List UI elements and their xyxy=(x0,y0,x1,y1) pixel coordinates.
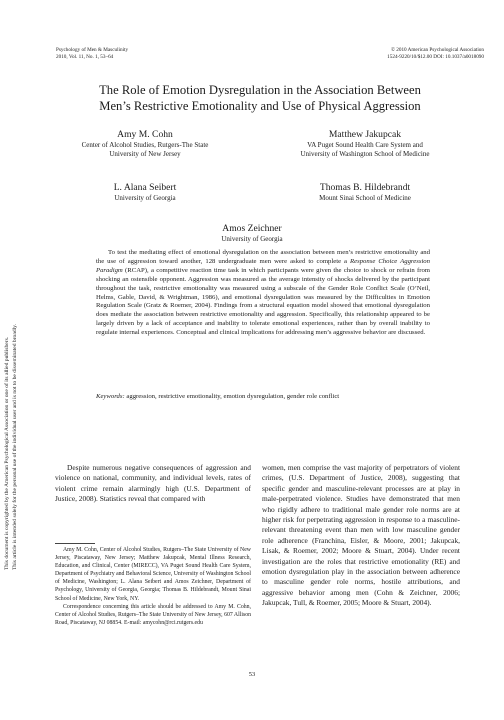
author-block-jakupcak xyxy=(255,129,475,159)
footnote-correspondence: Correspondence concerning this article should be addressed to Amy M. Cohn, Center of Alcohol Studies, Rutgers–The State University of New Jersey, 607 Allison Road, Piscataway, NJ 08854. E-mail: amycohn@rci.rutgers.edu xyxy=(55,603,251,626)
body-column-left xyxy=(55,463,251,505)
author-block-cohn xyxy=(45,129,245,159)
footnote-affiliations: Amy M. Cohn, Center of Alcohol Studies, Rutgers–The State University of New Jersey, Piscataway, New Jersey; Matthew Jakupcak, Mental Illness Research, Education, and Clinical, Center (MIRECC), VA Puget Sound Health Care System, Department of Psychiatry and Behavioral Science, University of Washington School of Medicine, Washington; L. Alana Seibert and Amos Zeichner, Department of Psychology, University of Georgia, Georgia; Thomas B. Hildebrandt, Mount Sinai School of Medicine, New York, NY. xyxy=(55,547,251,602)
author-name: Matthew Jakupcak xyxy=(328,129,402,140)
author-name: Amos Zeichner xyxy=(222,223,282,234)
author-affiliation: University of Washington School of Medicine xyxy=(300,150,430,158)
copyright-line: © 2010 American Psychological Association xyxy=(391,47,484,53)
sidebar-line-2: This article is intended solely for the personal use of the individual user and is not to be disseminated broadly. xyxy=(12,323,18,570)
abstract-text: To test the mediating effect of emotional dysregulation on the association between men’s restrictive emotionality and the use of aggression toward another, 128 undergraduate men were asked to complete a xyxy=(96,249,430,265)
journal-header xyxy=(56,47,128,61)
keywords xyxy=(96,393,430,402)
abstract-italic-term: Response Choice Aggression Paradigm xyxy=(96,257,430,274)
author-name: L. Alana Seibert xyxy=(113,182,177,193)
author-affiliation: Mount Sinai School of Medicine xyxy=(319,194,411,202)
author-name: Amy M. Cohn xyxy=(117,129,173,140)
journal-name: Psychology of Men & Masculinity xyxy=(56,47,129,53)
page-number: 53 xyxy=(248,671,256,678)
author-affiliation: VA Puget Sound Health Care System and xyxy=(307,141,423,149)
body-column-right xyxy=(262,463,460,609)
title-line-2: Men’s Restrictive Emotionality and Use of Physical Aggression xyxy=(99,98,421,113)
body-paragraph: women, men comprise the vast majority of perpetrators of violent crimes, (U.S. Department of Justice, 2008), suggesting that specific gender and masculine-relevant processes are at play in male-perpetrated violence. Studies have demonstrated that men who rigidly adhere to traditional male gender role norms are at higher risk for perpetrating aggression in response to a masculine-relevant threatening event than men with low masculine gender role adherence (Franchina, Eisler, & Moore, 2001; Jakupcak, Lisak, & Roemer, 2002; Moore & Stuart, 2004). Under recent investigation are the roles that restrictive emotionality (RE) and emotion dysregulation play in the association between adherence to masculine gender role norms, hostile attributions, and aggressive behavior among men (Cohn & Zeichner, 2006; Jakupcak, Tull, & Roemer, 2005; Moore & Stuart, 2004). xyxy=(262,463,460,608)
article-title xyxy=(40,83,480,114)
author-affiliation: Center of Alcohol Studies, Rutgers-The State xyxy=(81,141,209,149)
abstract-text: (RCAP), a competitive reaction time task in which participants were given the choice to shock or refrain from shocking an ostensible opponent. Aggression was measured as the average intensity of shocks delivered by the participant throughout the task, restrictive emotionality was measured using a subscale of the Gender Role Conflict Scale (O’Neil, Helms, Gable, David, & Wrightman, 1986), and emotional dysregulation was measured by the Difficulties in Emotion Regulation Scale (Gratz & Roemer, 2004). Findings from a structural equation model showed that emotional dysregulation does mediate the association between restrictive emotionality and aggression. Specifically, this relationship appeared to be largely driven by a lack of acceptance and inability to tolerate emotional experiences, rather than by overall inability to regulate internal experiences. Conceptual and clinical implications for addressing men’s aggressive behavior are discussed. xyxy=(96,266,430,337)
abstract xyxy=(96,249,430,338)
footnote-rule xyxy=(55,543,95,544)
author-block-hildebrandt xyxy=(255,182,475,203)
doi-line: 1524-9220/10/$12.00 DOI: 10.1037/a0018090 xyxy=(387,53,484,60)
author-affiliation: University of New Jersey xyxy=(109,150,181,158)
copyright-header xyxy=(387,47,484,61)
keywords-list: aggression, restrictive emotionality, emotion dysregulation, gender role conflict xyxy=(124,393,340,400)
author-affiliation: University of Georgia xyxy=(114,194,176,202)
body-paragraph: Despite numerous negative consequences of aggression and violence on national, community, and individual levels, rates of violent crime remain alarmingly high (U.S. Department of Justice, 2008). Statistics reveal that compared with xyxy=(55,463,251,504)
title-line-1: The Role of Emotion Dysregulation in the Association Between xyxy=(99,83,421,97)
author-affiliation: University of Georgia xyxy=(221,235,283,243)
author-name: Thomas B. Hildebrandt xyxy=(319,182,411,193)
copyright-sidebar xyxy=(3,150,17,570)
keywords-label: Keywords: xyxy=(96,393,125,400)
sidebar-line-1: This document is copyrighted by the American Psychological Association or one of its allied publishers. xyxy=(4,336,10,570)
author-block-seibert xyxy=(45,182,245,203)
author-note xyxy=(55,546,251,627)
author-block-zeichner xyxy=(152,223,352,244)
journal-volume: 2010, Vol. 11, No. 1, 53–64 xyxy=(56,53,114,60)
